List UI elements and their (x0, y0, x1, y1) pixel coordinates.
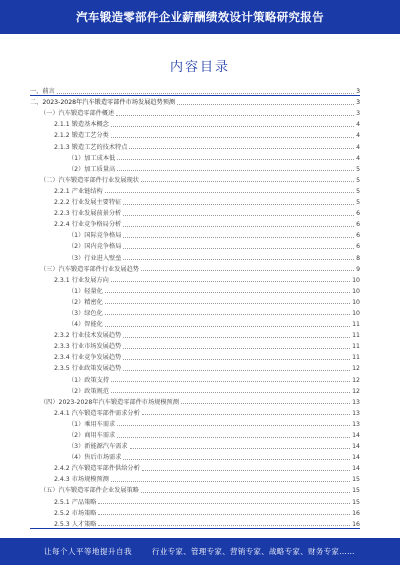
toc-leader-dots (123, 370, 350, 371)
footer-slogan: 让每个人平等地提升自我 (44, 547, 132, 556)
toc-leader-dots (123, 248, 354, 249)
toc-entry[interactable] (30, 295, 360, 306)
toc-entry[interactable] (30, 95, 360, 106)
toc-entry[interactable] (30, 417, 360, 428)
footer-experts: 行业专家、管理专家、营销专家、战略专家、财务专家…… (152, 547, 355, 556)
toc-entry-text: 一、前言 (30, 88, 55, 96)
toc-entry-text: 2.5.3 人才策略 (54, 520, 97, 528)
toc-entry[interactable] (30, 406, 360, 417)
toc-leader-dots (57, 93, 354, 94)
toc-entry-text: 2.2.1 产业链结构 (54, 187, 103, 195)
toc-entry-text: （一）汽车锻造零部件概述 (40, 110, 115, 118)
toc-entry-text: （1）乘用车需求 (68, 420, 116, 428)
toc-page-number: 16 (352, 509, 360, 517)
toc-entry[interactable] (30, 361, 360, 372)
toc-entry[interactable] (30, 206, 360, 217)
toc-page-number: 4 (356, 143, 360, 151)
toc-page-number: 6 (356, 243, 360, 251)
toc-entry[interactable] (30, 217, 360, 228)
toc-entry-text: 2.4.3 市场规模预测 (54, 476, 109, 484)
toc-leader-dots (105, 314, 350, 315)
toc-page-number: 10 (352, 298, 360, 306)
toc-page-number: 5 (356, 187, 360, 195)
toc-entry-text: （2）国内竞争格局 (68, 243, 122, 251)
toc-page-number: 11 (352, 354, 360, 362)
toc-entry[interactable] (30, 439, 360, 450)
toc-leader-dots (123, 348, 350, 349)
toc-leader-dots (141, 492, 350, 493)
toc-page-number: 6 (356, 210, 360, 218)
page-header (0, 0, 400, 34)
toc-entry[interactable] (30, 139, 360, 150)
toc-entry-text: 2.3.1 行业发展方向 (54, 276, 109, 284)
toc-entry-text: （四）2023-2028年汽车锻造零部件市场规模预测 (40, 398, 179, 406)
toc-entry-text: （4）售后市场需求 (68, 454, 122, 462)
toc-entry-text: 2.5.2 市场策略 (54, 509, 97, 517)
toc-entry-text: （2）精密化 (68, 298, 103, 306)
toc-entry-text: 2.5.1 产品策略 (54, 498, 97, 506)
toc-entry[interactable] (30, 328, 360, 339)
toc-entry[interactable] (30, 195, 360, 206)
toc-page-number: 5 (356, 176, 360, 184)
toc-entry-text: （3）新能源汽车需求 (68, 443, 128, 451)
toc-page-number: 15 (352, 498, 360, 506)
toc-entry[interactable] (30, 517, 360, 528)
toc-entry[interactable] (30, 250, 360, 261)
toc-entry[interactable] (30, 128, 360, 139)
toc-entry[interactable] (30, 151, 360, 162)
toc-entry-text: （2）加工质量高 (68, 165, 116, 173)
toc-leader-dots (111, 481, 350, 482)
toc-page-number: 9 (356, 265, 360, 273)
toc-entry[interactable] (30, 228, 360, 239)
toc-entry[interactable] (30, 106, 360, 117)
toc-entry-text: 2.4.2 汽车锻造零部件供给分析 (54, 465, 140, 473)
toc-entry-text: （2）商用车需求 (68, 432, 116, 439)
toc-page-number: 6 (356, 221, 360, 229)
toc-entry[interactable] (30, 273, 360, 284)
toc-entry-text: （4）智能化 (68, 321, 103, 329)
toc-entry[interactable] (30, 450, 360, 461)
toc-entry[interactable] (30, 173, 360, 184)
toc-page-number: 8 (356, 254, 360, 262)
toc-page-number: 10 (352, 309, 360, 317)
toc-heading: 内容目录 (169, 60, 230, 75)
toc-entry[interactable] (30, 262, 360, 273)
toc-entry-text: （1）国际竞争格局 (68, 232, 122, 240)
toc-leader-dots (123, 359, 350, 360)
toc-entry[interactable] (30, 494, 360, 505)
toc-leader-dots (105, 192, 354, 193)
toc-leader-dots (111, 137, 354, 138)
toc-entry-text: （3）绿色化 (68, 309, 103, 317)
toc-entry-text: （二）汽车锻造零部件行业发展现状 (40, 176, 139, 184)
toc-page-number: 5 (356, 199, 360, 207)
toc-leader-dots (111, 392, 350, 393)
toc-entry[interactable] (30, 84, 360, 95)
toc-leader-dots (111, 126, 354, 127)
toc-leader-dots (123, 226, 354, 227)
toc-page-number: 12 (352, 387, 360, 395)
toc-leader-dots (141, 270, 354, 271)
toc-leader-dots (123, 337, 350, 338)
toc-leader-dots (98, 525, 350, 526)
toc-leader-dots (123, 215, 354, 216)
toc-leader-dots (98, 514, 350, 515)
toc-entry[interactable] (30, 184, 360, 195)
toc-page-number: 3 (356, 88, 360, 96)
toc-leader-dots (123, 237, 354, 238)
toc-entry[interactable] (30, 162, 360, 173)
toc-divider-bottom (30, 528, 360, 529)
toc-page-number: 14 (352, 465, 360, 473)
toc-entry-text: 2.3.2 行业技术发展趋势 (54, 332, 122, 340)
toc-page-number: 14 (352, 432, 360, 439)
toc-leader-dots (105, 292, 350, 293)
toc-page-number: 15 (352, 487, 360, 495)
toc-page-number: 4 (356, 121, 360, 129)
toc-page-number: 13 (352, 398, 360, 406)
table-of-contents (30, 84, 360, 528)
toc-leader-dots (130, 448, 351, 449)
toc-leader-dots (117, 437, 350, 438)
toc-leader-dots (142, 414, 350, 415)
page-footer (0, 538, 400, 565)
toc-page-number: 11 (352, 343, 360, 351)
toc-entry-text: （3）行业进入壁垒 (68, 254, 122, 262)
toc-entry-text: （三）汽车锻造零部件行业发展趋势 (40, 265, 139, 273)
toc-entry-text: 2.1.3 锻造工艺的技术特点 (54, 143, 128, 151)
toc-leader-dots (123, 459, 350, 460)
toc-entry-text: 2.2.4 行业竞争格局分析 (54, 221, 122, 229)
toc-entry[interactable] (30, 239, 360, 250)
toc-leader-dots (117, 425, 350, 426)
toc-entry[interactable] (30, 461, 360, 472)
toc-entry[interactable] (30, 506, 360, 517)
toc-entry-text: 2.4.1 汽车锻造零部件需求分析 (54, 409, 140, 417)
toc-page-number: 12 (352, 376, 360, 384)
toc-entry-text: 二、2023-2028年汽车锻造零部件市场发展趋势预测 (30, 99, 176, 107)
toc-entry-text: （1）轻量化 (68, 287, 103, 295)
toc-entry-text: 2.3.5 行业政策发展趋势 (54, 365, 122, 373)
toc-entry[interactable] (30, 428, 360, 439)
toc-page-number: 11 (352, 321, 360, 329)
toc-leader-dots (123, 259, 354, 260)
toc-leader-dots (123, 204, 354, 205)
toc-leader-dots (117, 159, 354, 160)
toc-leader-dots (98, 503, 350, 504)
toc-leader-dots (129, 148, 354, 149)
toc-entry[interactable] (30, 472, 360, 483)
toc-page-number: 14 (352, 443, 360, 451)
toc-page-number: 5 (356, 165, 360, 173)
toc-entry-text: 2.3.4 行业竞争发展趋势 (54, 354, 122, 362)
toc-entry-text: （2）政策规范 (68, 387, 110, 395)
toc-entry-text: 2.2.2 行业发展主要特征 (54, 199, 122, 207)
toc-entry[interactable] (30, 306, 360, 317)
toc-entry-text: （1）加工成本低 (68, 154, 116, 162)
toc-leader-dots (105, 326, 350, 327)
toc-entry-text: 2.1.1 锻造基本概念 (54, 121, 109, 129)
toc-page-number: 13 (352, 409, 360, 417)
toc-page-number: 16 (352, 520, 360, 528)
toc-page-number: 11 (352, 332, 360, 340)
toc-leader-dots (141, 181, 354, 182)
toc-page-number: 15 (352, 476, 360, 484)
toc-leader-dots (111, 381, 350, 382)
toc-page-number: 6 (356, 232, 360, 240)
toc-entry[interactable] (30, 284, 360, 295)
toc-entry[interactable] (30, 117, 360, 128)
toc-entry[interactable] (30, 395, 360, 406)
toc-entry-text: 2.1.2 锻造工艺分类 (54, 132, 109, 140)
toc-page-number: 13 (352, 420, 360, 428)
toc-page-number: 4 (356, 154, 360, 162)
toc-entry-text: 2.3.3 行业市场发展趋势 (54, 343, 122, 351)
toc-entry-text: （1）政策支持 (68, 376, 110, 384)
toc-page-number: 10 (352, 276, 360, 284)
toc-page-number: 3 (356, 99, 360, 107)
toc-entry-text: （五）汽车锻造零部件企业发展策略 (40, 487, 139, 495)
toc-leader-dots (177, 104, 354, 105)
toc-leader-dots (105, 303, 350, 304)
toc-entry[interactable] (30, 350, 360, 361)
toc-page-number: 10 (352, 287, 360, 295)
toc-entry[interactable] (30, 372, 360, 383)
toc-leader-dots (111, 281, 350, 282)
toc-page-number: 3 (356, 110, 360, 118)
toc-leader-dots (181, 403, 350, 404)
toc-entry[interactable] (30, 339, 360, 350)
report-title: 汽车锻造零部件企业薪酬绩效设计策略研究报告 (76, 10, 324, 24)
toc-page-number: 14 (352, 454, 360, 462)
toc-leader-dots (142, 470, 350, 471)
toc-entry-text: 2.2.3 行业发展前景分析 (54, 210, 122, 218)
toc-page-number: 4 (356, 132, 360, 140)
toc-leader-dots (116, 115, 354, 116)
toc-entry[interactable] (30, 317, 360, 328)
toc-entry[interactable] (30, 483, 360, 494)
toc-leader-dots (117, 170, 354, 171)
toc-page-number: 12 (352, 365, 360, 373)
toc-entry[interactable] (30, 384, 360, 395)
